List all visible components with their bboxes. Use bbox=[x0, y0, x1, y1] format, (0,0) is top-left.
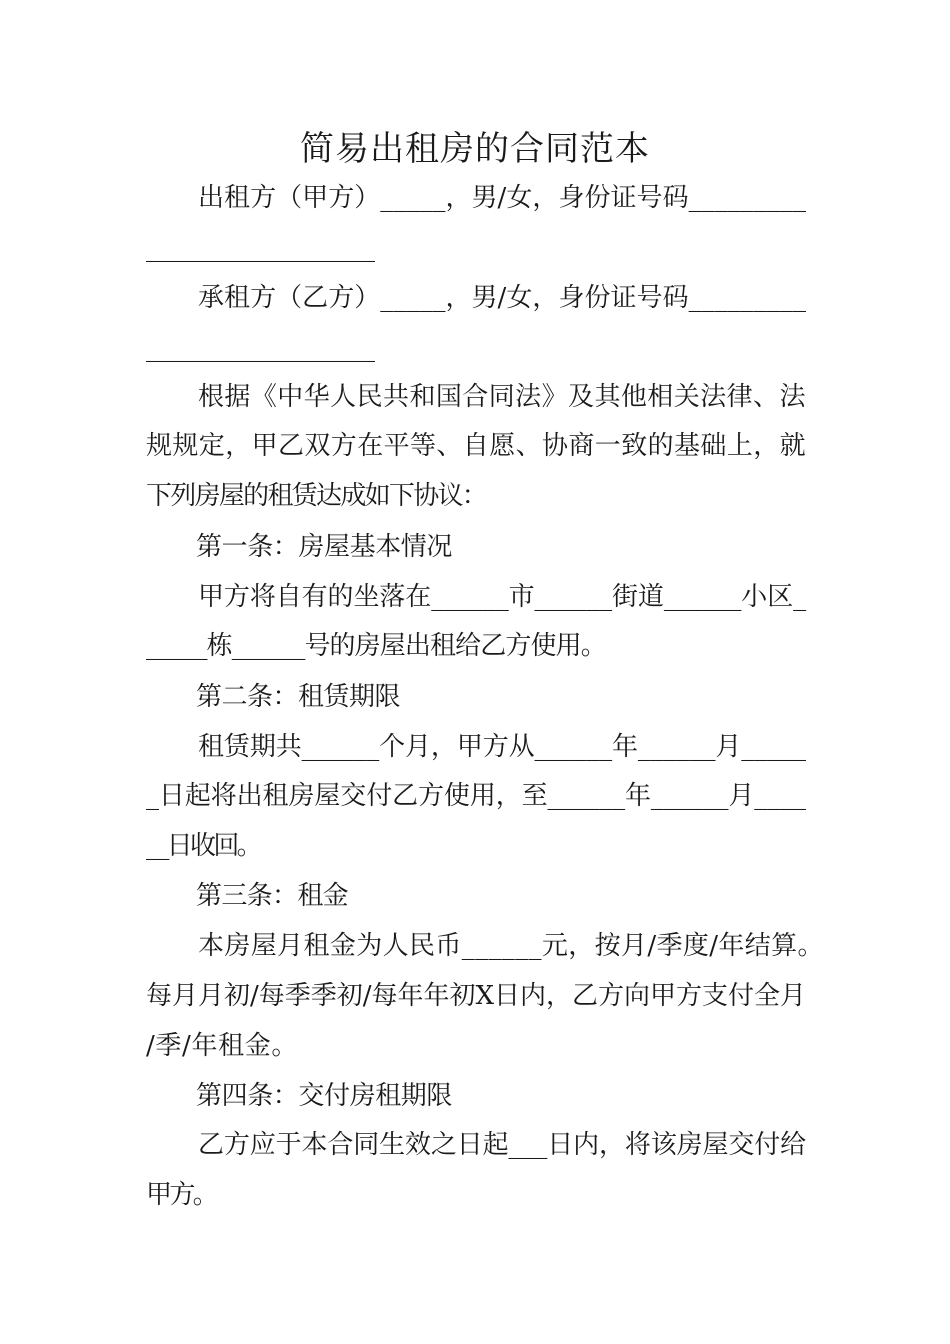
document-title: 简易出租房的合同范本 bbox=[300, 129, 650, 169]
preamble-line-2: 规规定，甲乙双方在平等、自愿、协商一致的基础上，就 bbox=[146, 431, 807, 461]
preamble-line-1: 根据《中华人民共和国合同法》及其他相关法律、法 bbox=[198, 382, 806, 412]
lessee-line: 承租方（乙方）_____，男/女，身份证号码_________ bbox=[198, 283, 806, 313]
article-2-heading: 第二条：租赁期限 bbox=[196, 682, 401, 712]
article-2-text-2: _日起将出租房屋交付乙方使用，至______年______月____ bbox=[146, 781, 806, 811]
lessor-line: 出租方（甲方）_____，男/女，身份证号码_________ bbox=[198, 183, 806, 213]
article-4-heading: 第四条：交付房租期限 bbox=[196, 1081, 453, 1111]
preamble-line-3: 下列房屋的租赁达成如下协议： bbox=[146, 481, 487, 511]
article-3-heading: 第三条：租金 bbox=[196, 881, 348, 911]
article-3-text-1: 本房屋月租金为人民币______元，按月/季度/年结算。 bbox=[198, 931, 824, 961]
article-1-text-1: 甲方将自有的坐落在______市______街道______小区_ bbox=[198, 582, 807, 612]
article-2-text-1: 租赁期共______个月，甲方从______年______月_____ bbox=[198, 732, 806, 762]
lessor-line-cont: ___________________ bbox=[146, 233, 374, 263]
article-1-heading: 第一条：房屋基本情况 bbox=[196, 532, 453, 562]
article-2-text-3: __日收回。 bbox=[146, 831, 260, 861]
article-4-text-2: 甲方。 bbox=[146, 1180, 216, 1210]
article-3-text-2: 每月月初/每季季初/每年年初X日内，乙方向甲方支付全月 bbox=[146, 981, 807, 1011]
article-3-text-3: /季/年租金。 bbox=[146, 1031, 298, 1061]
article-4-text-1: 乙方应于本合同生效之日起___日内，将该房屋交付给 bbox=[198, 1130, 807, 1160]
lessee-line-cont: ___________________ bbox=[146, 333, 374, 363]
article-1-text-2: _____栋______号的房屋出租给乙方使用。 bbox=[146, 631, 606, 661]
